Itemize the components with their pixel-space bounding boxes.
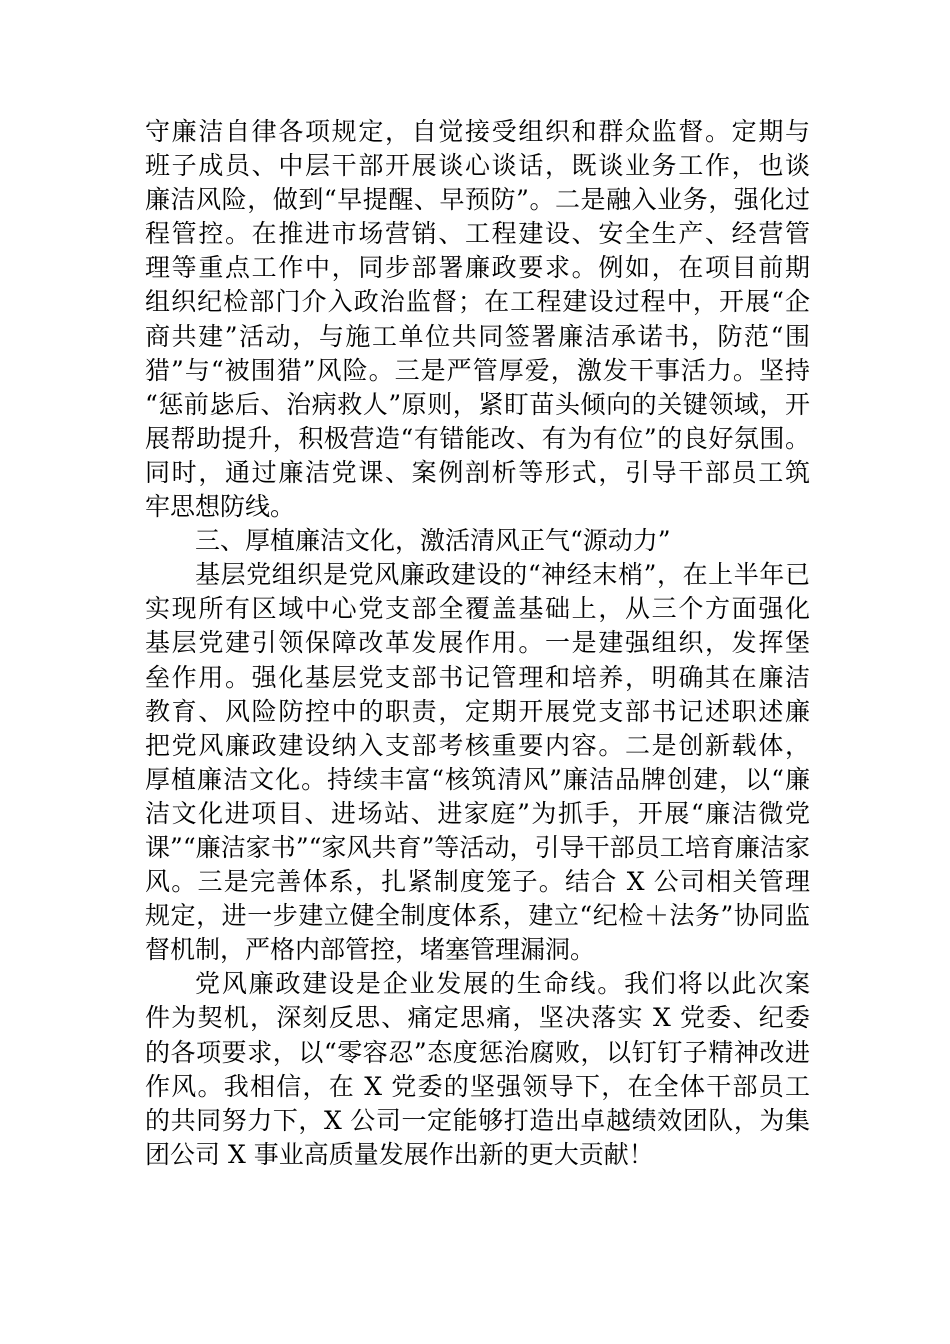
text-line: 垒作用。强化基层党支部书记管理和培养，明确其在廉洁 [145,662,810,692]
text-line: 风。三是完善体系，扎紧制度笼子。结合 X 公司相关管理 [145,867,810,897]
text-line: 基层党建引领保障改革发展作用。一是建强组织，发挥堡 [145,628,810,658]
text-line: 督机制，严格内部管控，堵塞管理漏洞。 [145,935,596,965]
text-line: 洁文化进项目、进场站、进家庭”为抓手，开展“廉洁微党 [145,798,810,828]
text-line: 教育、风险防控中的职责，定期开展党支部书记述职述廉 [145,696,810,726]
text-line: 作风。我相信，在 X 党委的坚强领导下，在全体干部员工 [145,1071,810,1101]
text-line: 廉洁风险，做到“早提醒、早预防”。二是融入业务，强化过 [145,185,810,215]
text-line: 理等重点工作中，同步部署廉政要求。例如，在项目前期 [145,253,810,283]
text-line: 团公司 X 事业高质量发展作出新的更大贡献！ [145,1139,654,1169]
text-line: “惩前毖后、治病救人”原则，紧盯苗头倾向的关键领域，开 [145,389,810,419]
text-line: 的各项要求，以“零容忍”态度惩治腐败，以钉钉子精神改进 [145,1037,810,1067]
text-line: 实现所有区域中心党支部全覆盖基础上，从三个方面强化 [145,594,810,624]
text-line: 同时，通过廉洁党课、案例剖析等形式，引导干部员工筑 [145,457,810,487]
text-line: 商共建”活动，与施工单位共同签署廉洁承诺书，防范“围 [145,321,810,351]
text-line: 厚植廉洁文化。持续丰富“核筑清风”廉洁品牌创建，以“廉 [145,764,810,794]
text-line: 牢思想防线。 [145,492,296,522]
paragraph-first-line: 党风廉政建设是企业发展的生命线。我们将以此次案 [195,969,810,999]
text-line: 课”“廉洁家书”“家风共育”等活动，引导干部员工培育廉洁家 [145,832,810,862]
text-line: 的共同努力下，X 公司一定能够打造出卓越绩效团队，为集 [145,1105,810,1135]
text-line: 把党风廉政建设纳入支部考核重要内容。二是创新载体， [145,730,810,760]
text-line: 班子成员、中层干部开展谈心谈话，既谈业务工作，也谈 [145,151,810,181]
document-body [145,115,810,1172]
section-heading: 三、厚植廉洁文化，激活清风正气“源动力” [195,526,671,556]
text-line: 组织纪检部门介入政治监督；在工程建设过程中，开展“企 [145,287,810,317]
text-line: 程管控。在推进市场营销、工程建设、安全生产、经营管 [145,219,810,249]
text-line: 守廉洁自律各项规定，自觉接受组织和群众监督。定期与 [145,117,810,146]
paragraph-first-line: 基层党组织是党风廉政建设的“神经末梢”，在上半年已 [195,560,810,590]
text-line: 展帮助提升，积极营造“有错能改、有为有位”的良好氛围。 [145,423,810,453]
text-line: 件为契机，深刻反思、痛定思痛，坚决落实 X 党委、纪委 [145,1003,810,1033]
text-line: 规定，进一步建立健全制度体系，建立“纪检＋法务”协同监 [145,901,810,931]
text-line: 猎”与“被围猎”风险。三是严管厚爱，激发干事活力。坚持 [145,355,810,385]
